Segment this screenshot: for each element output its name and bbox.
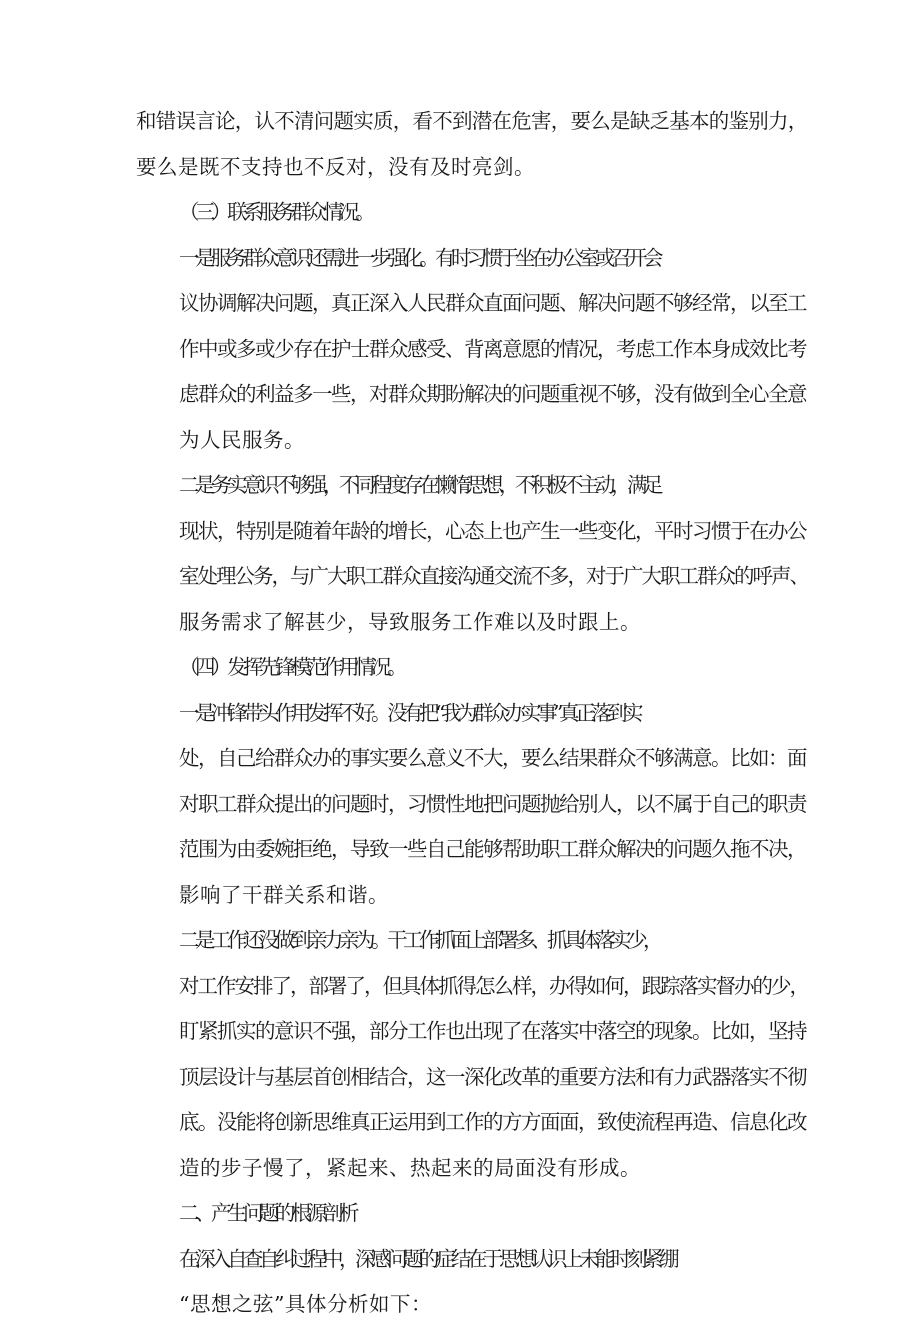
section-heading-root-cause (136, 1191, 808, 1237)
text-line: 要么是既不支持也不反对，没有及时亮剑。 (136, 154, 535, 179)
text-line: 造的步子慢了，紧起来、热起来的局面没有形成。 (179, 1155, 642, 1180)
text-line: 范围为由委婉拒绝，导致一些自己能够帮助职工群众解决的问题久拖不决， (179, 837, 807, 861)
text-line: “思想之弦”具体分析如下： (179, 1292, 433, 1316)
text-line: 议协调解决问题，真正深入人民群众直面问题、解决问题不够经常，以至工 (179, 291, 807, 315)
text-line: 在深入自查自纠过程中，深感问题的症结在于思想认识上未能时刻紧绷 (179, 1246, 676, 1271)
text-line: 对工作安排了，部署了，但具体抓得怎么样，办得如何，跟踪落实督办的少， (179, 973, 809, 998)
text-line: 盯紧抓实的意识不强，部分工作也出现了在落实中落空的现象。比如，坚持 (179, 1019, 807, 1043)
text-line: 和错误言论，认不清问题实质，看不到潜在危害，要么是缺乏基本的鉴别力， (136, 109, 808, 133)
text-line: 底。没能将创新思维真正运用到工作的方方面面，致使流程再造、信息化改 (179, 1110, 807, 1134)
paragraph-leading-role (136, 691, 808, 919)
text-line: 室处理公务，与广大职工群众直接沟通交流不多，对于广大职工群众的呼声、 (179, 564, 809, 588)
paragraph-service-awareness (136, 236, 808, 464)
text-line: 一是服务群众意识还需进一步强化。有时习惯于坐在办公室或召开会 (179, 245, 660, 270)
section-heading-four (136, 645, 808, 691)
text-line: 为人民服务。 (179, 427, 306, 452)
text-line: 对职工群众提出的问题时，习惯性地把问题抛给别人，以不属于自己的职责 (179, 791, 807, 816)
text-line: 顶层设计与基层首创相结合，这一深化改革的重要方法和有力武器落实不彻 (179, 1064, 807, 1089)
heading-text: （三）联系服务群众情况。 (179, 200, 372, 224)
text-line: 虑群众的利益多一些，对群众期盼解决的问题重视不够，没有做到全心全意 (179, 382, 807, 406)
text-line: 一是冲锋带头作用发挥不好。没有把“我为群众办实事”真正落到实 (179, 700, 640, 725)
text-line: 二是工作还没做到亲力亲为。干工作抓面上部署多、抓具体落实少， (179, 928, 660, 952)
text-line: 作中或多或少存在护士群众感受、背离意愿的情况，考虑工作本身成效比考 (179, 336, 807, 361)
paragraph-continuation (136, 99, 808, 190)
text-line: 现状，特别是随着年龄的增长，心态上也产生一些变化，平时习惯于在办公 (179, 518, 807, 543)
text-line: 二是务实意识不够强，不同程度存在懒惰思想，不积极不主动，满足 (179, 473, 660, 497)
document-body (136, 99, 808, 1328)
heading-text: 二、产生问题的根源剖析 (179, 1201, 356, 1225)
paragraph-self-inspection (136, 1237, 808, 1328)
section-heading-three (136, 190, 808, 236)
paragraph-hands-on-work (136, 918, 808, 1191)
text-line: 影响了干群关系和谐。 (179, 882, 390, 907)
heading-text: （四）发挥先锋模范作用情况。 (179, 655, 404, 679)
text-line: 处，自己给群众办的事实要么意义不大，要么结果群众不够满意。比如：面 (179, 746, 807, 770)
text-line: 服务需求了解甚少，导致服务工作难以及时跟上。 (179, 609, 642, 634)
paragraph-pragmatic-awareness (136, 463, 808, 645)
